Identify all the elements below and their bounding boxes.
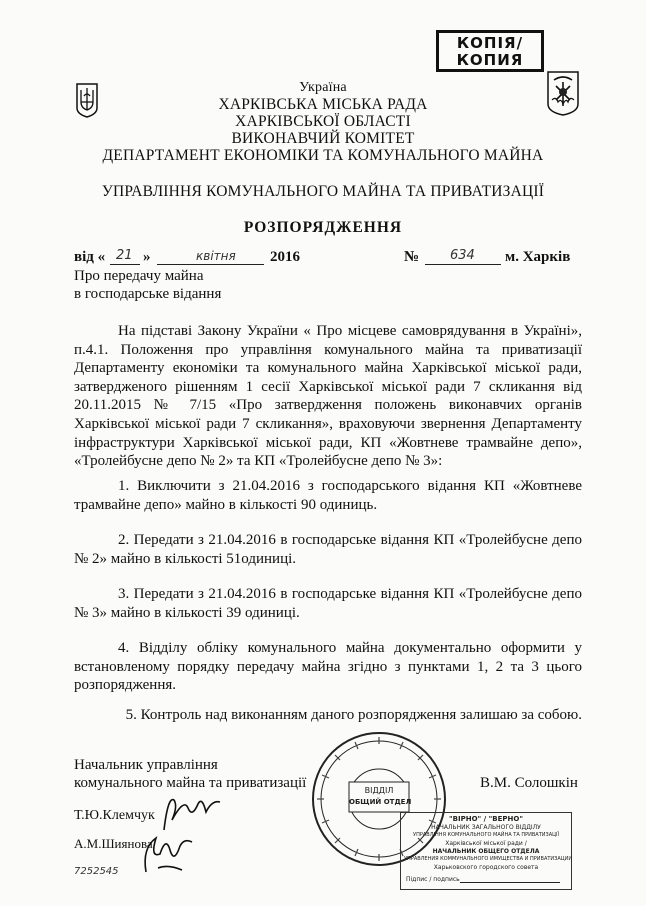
header-committee: ВИКОНАВЧИЙ КОМІТЕТ: [231, 130, 415, 147]
cert-stamp-line7: Харьковского городского совета: [433, 864, 539, 871]
number-underline: [425, 264, 501, 265]
date-day: 21: [116, 248, 133, 263]
city: м. Харків: [505, 249, 571, 265]
cert-stamp-line1: "ВІРНО" / "ВЕРНО": [449, 815, 523, 823]
copy-stamp-line1: КОПІЯ/: [456, 34, 524, 52]
cert-stamp-line5: НАЧАЛЬНИК ОБЩЕГО ОТДЕЛА: [432, 848, 540, 855]
header-council: ХАРКІВСЬКА МІСЬКА РАДА: [218, 96, 428, 113]
item-2-paragraph: 2. Передати з 21.04.2016 в господарське відання КП «Тролейбусне депо № 2» майно в кількості 51одиниці.: [74, 532, 582, 567]
number-value: 634: [450, 248, 475, 263]
cert-stamp-line3: УПРАВЛІННЯ КОМУНАЛЬНОГО МАЙНА ТА ПРИВАТИЗАЦІЇ: [413, 832, 559, 838]
item-4-paragraph: 4. Відділу обліку комунального майна документально оформити у встановленому порядку передачу майна згідно з пунктами 1, 2 та 3 цього розпорядження.: [74, 640, 582, 694]
header-directorate: УПРАВЛІННЯ КОМУНАЛЬНОГО МАЙНА ТА ПРИВАТИЗАЦІЇ: [101, 183, 545, 200]
executor-2-signature: [138, 828, 198, 878]
header-country: Україна: [299, 80, 347, 95]
date-month: квітня: [196, 249, 236, 263]
item-3-paragraph: 3. Передати з 21.04.2016 в господарське відання КП «Тролейбусне депо № 3» майно в кількості 39 одиниці.: [74, 586, 582, 621]
round-seal-center-line1: ВІДДІЛ: [364, 786, 394, 795]
round-seal-center-line2: ОБЩИЙ ОТДЕЛ: [349, 798, 412, 806]
header-region: ХАРКІВСЬКОЇ ОБЛАСТІ: [235, 113, 411, 130]
signature-name: В.М. Солошкін: [480, 775, 578, 791]
date-close-quote: »: [143, 249, 151, 265]
date-prefix: від «: [74, 249, 106, 265]
signature-position-line1: Начальник управління: [74, 757, 218, 773]
header-department: ДЕПАРТАМЕНТ ЕКОНОМІКИ ТА КОМУНАЛЬНОГО МАЙНА: [102, 147, 544, 164]
date-year: 2016: [270, 249, 300, 265]
date-month-underline: [157, 264, 264, 265]
date-day-underline: [110, 264, 140, 265]
cert-stamp-line4: Харківської міської ради /: [445, 840, 527, 847]
signature-position-line2: комунального майна та приватизації: [74, 775, 307, 791]
cert-stamp-line2: НАЧАЛЬНИК ЗАГАЛЬНОГО ВІДДІЛУ: [431, 824, 541, 831]
document-type-title: РОЗПОРЯДЖЕННЯ: [243, 219, 403, 236]
executor-2: А.М.Шиянова: [74, 836, 153, 851]
subject-line1: Про передачу майна: [74, 268, 204, 284]
preamble-paragraph: На підставі Закону України « Про місцеве самоврядування в Україні», п.4.1. Положення про управління комунального майна та приватизації Департаменту економіки та комунального майна Харківської міської ради, затвердженого рішенням 1 сесії Харківської міської ради 7 скликання від 20.11.2015 № 7/15 «Про затвердження положень виконавчих органів Харківської міської ради 7 скликання», враховуючи звернення Департаменту інфраструктури Харківської міської ради, КП «Жовтневе трамвайне депо», «Тролейбусне депо № 2» та КП «Тролейбусне депо № 3»:: [74, 323, 582, 470]
document-code: 7252545: [74, 866, 119, 877]
cert-stamp-signature-line: [460, 882, 560, 883]
copy-stamp-line2: КОПИЯ: [456, 51, 524, 69]
copy-stamp: [436, 30, 544, 72]
executor-1: Т.Ю.Клемчук: [74, 808, 155, 823]
item-1-paragraph: 1. Виключити з 21.04.2016 з господарського відання КП «Жовтневе трамвайне депо» майно в кількості 90 одиниць.: [74, 478, 582, 513]
item-5-paragraph: 5. Контроль над виконанням даного розпорядження залишаю за собою.: [125, 707, 582, 723]
cert-stamp-line6: УПРАВЛЕНИЯ КОММУНАЛЬНОГО ИМУЩЕСТВА И ПРИВАТИЗАЦИИ: [404, 856, 573, 862]
number-prefix: №: [404, 249, 420, 265]
cert-stamp-line8: Підпис / подпись: [406, 876, 460, 883]
subject-line2: в господарське відання: [74, 286, 222, 302]
